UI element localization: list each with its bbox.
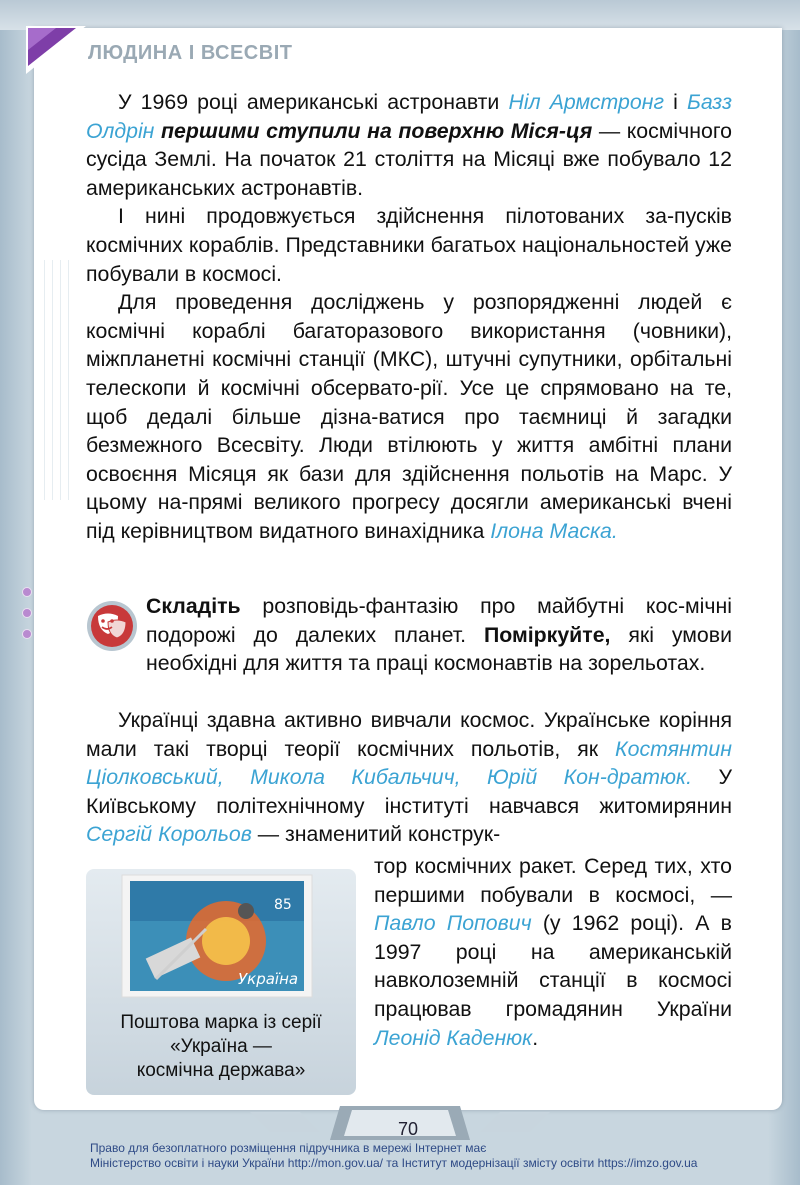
main-text-right — [374, 852, 732, 1052]
paragraph-2: І нині продовжується здійснення пілотованих за-пусків космічних кораблів. Представники багатьох національностей уже побували в космосі. — [86, 204, 732, 286]
decor-dots — [22, 587, 32, 650]
task-box — [146, 592, 732, 678]
stamp-caption: Поштова марка із серії «Україна — космічна держава» — [120, 1012, 322, 1081]
task-text: Складіть розповідь-фантазію про майбутні кос-мічні подорожі до далеких планет. Поміркуйте, які умови необхідні для життя та праці космонавтів на зорельотах. — [146, 594, 732, 676]
name-armstrong: Ніл Армстронг — [508, 90, 664, 114]
section-header: ЛЮДИНА І ВСЕСВІТ — [88, 42, 293, 64]
paragraph-5: тор космічних ракет. Серед тих, хто першими побували в космосі, — Павло Попович (у 1962 році). А в 1997 році на американській навколоземній станції в космосі працював громадянин України Леонід Каденюк. — [374, 854, 732, 1050]
postage-stamp-image — [86, 869, 356, 1001]
dot-icon — [22, 608, 32, 618]
decor-line — [52, 260, 53, 500]
paragraph-4: Українці здавна активно вивчали космос. Українське коріння мали такі творці теорії космічних польотів, як Костянтин Ціолковський, Микола Кибальчич, Юрій Кон-дратюк. У Київському політехнічному інституті навчався житомирянин Сергій Корольов — знаменитий конструк- — [86, 708, 733, 847]
name-aldrin: Базз Олдрін — [86, 90, 733, 143]
name-kadeniuk: Леонід Каденюк — [374, 1025, 533, 1050]
name-kybalchych: Микола Кибальчич, — [223, 765, 461, 790]
main-text-middle — [86, 706, 732, 849]
paragraph-1: У 1969 році американські астронавти Ніл Армстронг і Базз Олдрін першими ступили на поверхню Міся-ця — космічного сусіда Землі. На початок 21 століття на Місяці вже побувало 12 американських астронавтів. — [86, 90, 733, 200]
stamp-card — [86, 869, 356, 1095]
theatre-masks-icon — [86, 600, 138, 652]
name-kondratiuk: Юрій Кон-дратюк. — [460, 765, 693, 790]
name-musk: Ілона Маска. — [490, 518, 618, 543]
stamp-country: Україна — [238, 970, 299, 988]
name-tsiolkovsky: Костянтин Ціолковський, — [86, 736, 732, 790]
top-bar — [0, 0, 800, 30]
dot-icon — [22, 587, 32, 597]
dot-icon — [22, 629, 32, 639]
stamp-value: 85 — [274, 897, 292, 913]
name-korolov: Сергій Корольов — [86, 822, 252, 847]
decor-line — [44, 260, 45, 500]
page-number: 70 — [397, 1119, 419, 1139]
name-popovych: Павло Попович — [374, 911, 532, 936]
decor-line — [68, 260, 69, 500]
paragraph-3: Для проведення досліджень у розпорядженні людей є космічні кораблі багаторазового використання (човники), міжпланетні космічні станції (МКС), штучні супутники, орбітальні телескопи й космічні обсервато-рії. Усе це спрямовано на те, щоб дедалі більше дізна-ватися про таємниці й загадки безмежного Всесвіту. Люди втілюють у життя амбітні плани освоєння Місяця як бази для здійснення польотів на Марс. У цьому на-прямі великого прогресу досягли американські вчені під керівництвом видатного винахідника Ілона Маска. — [86, 290, 732, 543]
corner-triangle-icon — [26, 26, 86, 74]
decor-line — [60, 260, 61, 500]
footer-notice: Право для безоплатного розміщення підручника в мережі Інтернет має Міністерство освіти і науки України http://mon.gov.ua/ та Інститут модернізації змісту освіти https://imzo.gov.ua — [90, 1141, 698, 1170]
main-text-top — [86, 88, 732, 546]
